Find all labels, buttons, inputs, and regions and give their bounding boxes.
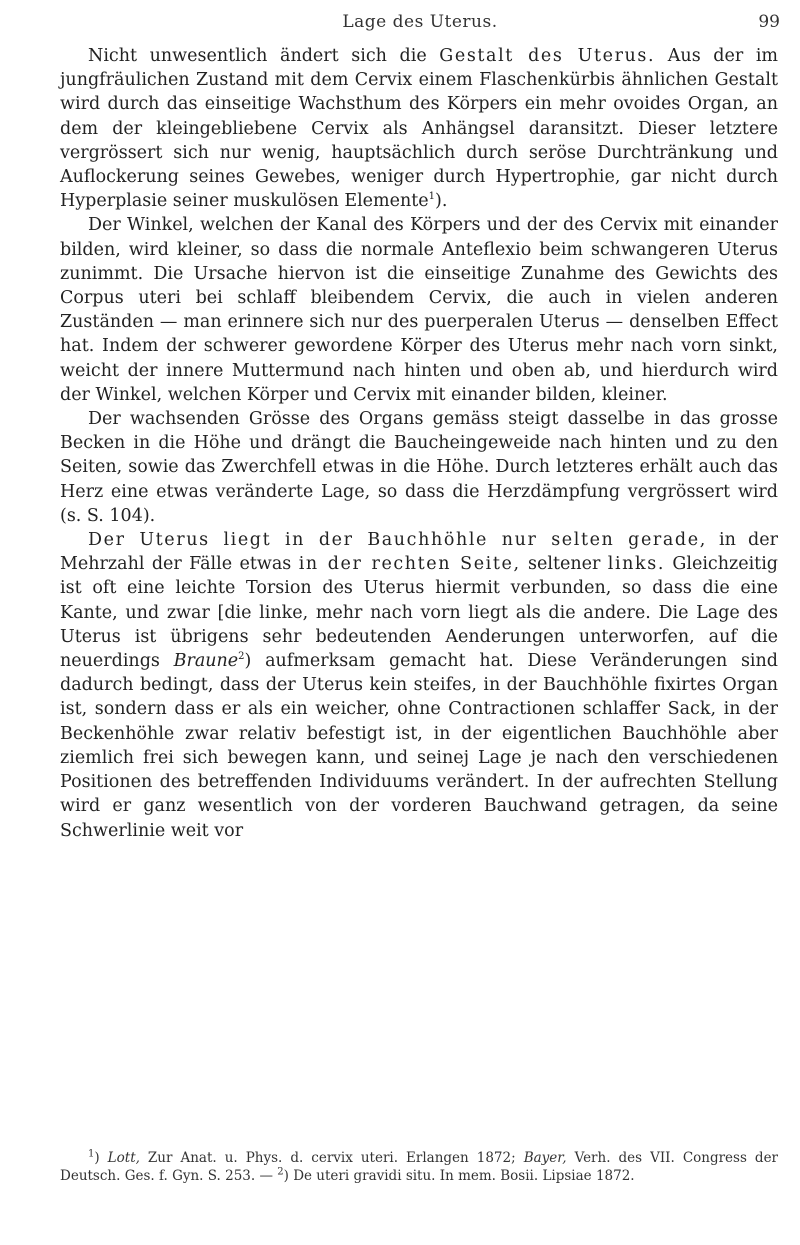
- footnote-text: Zur Anat. u. Phys. d. cervix uteri. Erlangen 1872;: [139, 1150, 524, 1166]
- paragraph-groesse: Der wachsenden Grösse des Organs gemäss steigt dasselbe in das grosse Becken in die Höhe und drängt die Baucheingeweide nach hinten und zu den Seiten, sowie das Zwerchfell etwas in die Höhe. Durch letzteres erhält auch das Herz eine etwas veränderte Lage, so dass die Herzdämpfung vergrössert wird (s. S. 104).: [60, 409, 778, 526]
- paragraph-lage: [60, 528, 778, 843]
- paragraph-gestalt: [60, 44, 778, 213]
- emphasized-term: Gestalt des Uterus.: [439, 46, 656, 66]
- footnote-text: ): [94, 1150, 108, 1166]
- paragraph-text: in der Mehrzahl der Fälle etwas: [60, 530, 778, 575]
- footnote-text: ) De uteri gravidi situ. In mem. Bosii. Lipsiae 1872.: [283, 1167, 635, 1184]
- footnote-marker: 1: [88, 1148, 95, 1160]
- running-title: Lage des Uterus.: [342, 12, 498, 32]
- paragraph-text: Aus der im jungfräulichen Zustand mit dem Cervix einem Flaschenkürbis ähnlichen Gestalt wird durch das einseitige Wachsthum des Körpers ein mehr ovoides Organ, an dem der kleingebliebene Cervix als Anhängsel daransitzt. Dieser letztere vergrössert sich nur wenig, hauptsächlich durch seröse Durchtränkung und Auflockerung seines Gewebes, weniger durch Hypertrophie, gar nicht durch Hyperplasie seiner muskulösen Elemente: [60, 46, 779, 212]
- footnote-marker: 1: [428, 191, 436, 203]
- running-head: [60, 12, 780, 40]
- cited-author: Braune: [173, 651, 239, 672]
- paragraph-text: Nicht unwesentlich ändert sich die: [88, 46, 440, 66]
- paragraph-winkel: Der Winkel, welchen der Kanal des Körpers und der des Cervix mit einander bilden, wird kleiner, so dass die normale Anteflexio beim schwangeren Uterus zunimmt. Die Ursache hiervon ist die einseitige Zunahme des Gewichts des Corpus uteri bei schlaff bleibendem Cervix, die auch in vielen anderen Zuständen — man erinnere sich nur des puerperalen Uterus — denselben Effect hat. Indem der schwerer gewordene Körper des Uterus mehr nach vorn sinkt, weicht der innere Muttermund nach hinten und oben ab, und hierdurch wird der Winkel, welchen Körper und Cervix mit einander bilden, kleiner.: [60, 215, 778, 405]
- cited-author: Bayer,: [523, 1150, 567, 1166]
- emphasized-term: in der rechten Seite,: [298, 554, 521, 575]
- footnotes: [60, 1150, 778, 1185]
- footnote-text: Verh. des VII. Congress der Deutsch. Ges. f. Gyn. S. 253. —: [60, 1150, 779, 1184]
- cited-author: Lott,: [107, 1150, 140, 1166]
- emphasized-term: links.: [607, 554, 665, 575]
- paragraph-text: Gleichzeitig ist oft eine leichte Torsion des Uterus hiermit verbunden, so dass die eine Kante, und zwar [die linke, mehr nach vorn liegt als die andere. Die Lage des Uterus ist übrigens sehr bedeutenden Aenderungen unterworfen, auf die neuerdings: [60, 554, 778, 672]
- page-number: 99: [758, 12, 780, 32]
- body-text: [60, 44, 778, 843]
- footnote-marker: 2: [238, 651, 245, 663]
- footnote-text: [60, 1150, 778, 1185]
- emphasized-term: Der Uterus liegt in der Bauchhöhle nur selten gerade,: [88, 530, 707, 551]
- footnote-marker: 2: [277, 1166, 284, 1177]
- paragraph-text: ).: [435, 191, 448, 212]
- paragraph-text: seltener: [520, 554, 608, 575]
- paragraph-text: ) aufmerksam gemacht hat. Diese Veränderungen sind dadurch bedingt, dass der Uterus kein steifes, in der Bauchhöhle fixirtes Organ ist, sondern dass er als ein weicher, ohne Contractionen schlaffer Sack, in der Beckenhöhle zwar relativ befestigt ist, in der eigentlichen Bauchhöhle aber ziemlich frei sich bewegen kann, und seinej Lage je nach den verschiedenen Positionen des betreffenden Individuums verändert. In der aufrechten Stellung wird er ganz wesentlich von der vorderen Bauchwand getragen, da seine Schwerlinie weit vor: [60, 651, 778, 841]
